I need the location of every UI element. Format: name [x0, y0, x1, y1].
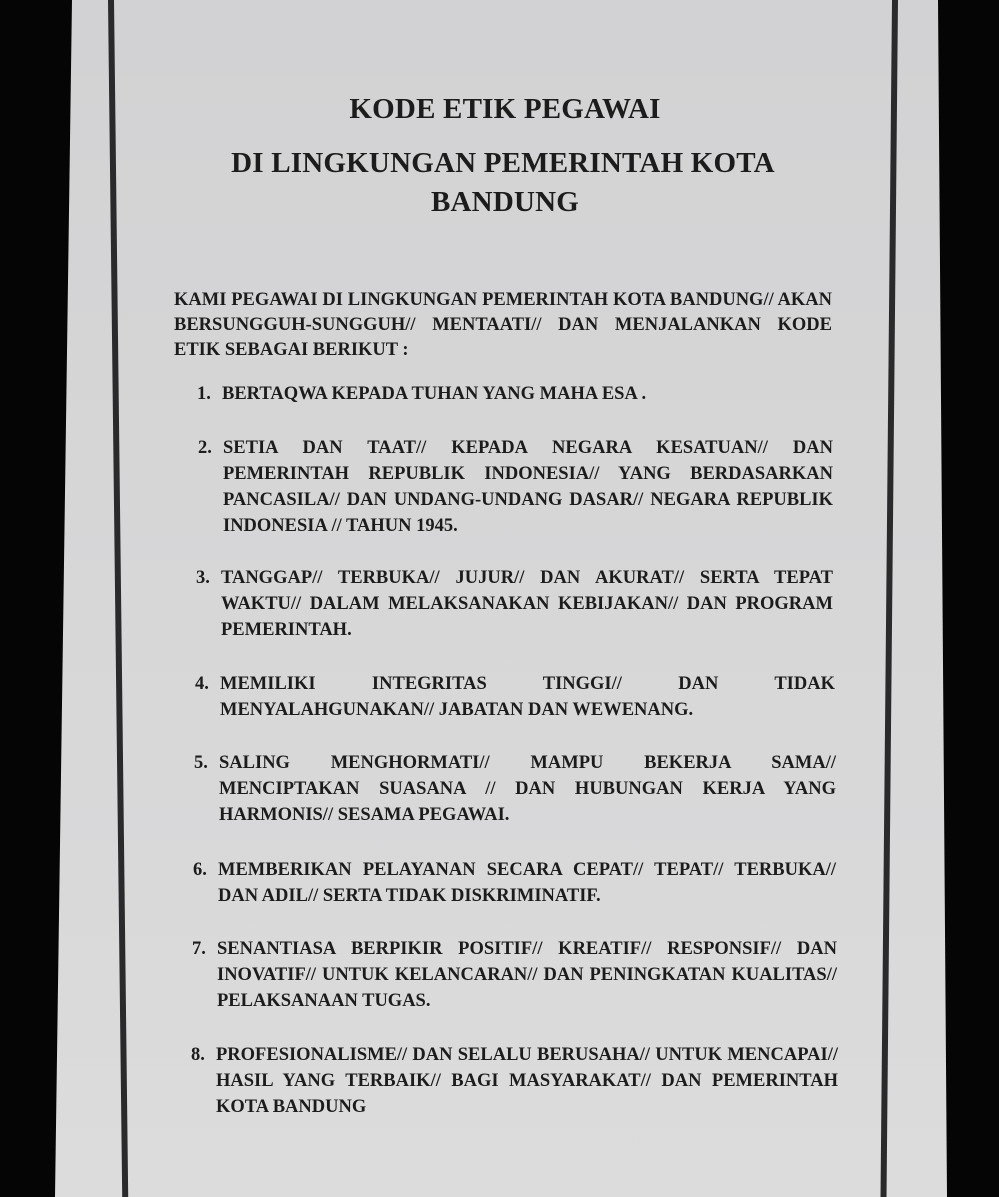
document-subtitle: DI LINGKUNGAN PEMERINTAH KOTA — [231, 147, 775, 179]
document-title: KODE ETIK PEGAWAI — [349, 93, 661, 125]
item-number: 4. — [195, 674, 209, 694]
item-number: 6. — [193, 860, 207, 880]
item-number: 3. — [196, 568, 210, 588]
item-text: MEMBERIKAN PELAYANAN SECARA CEPAT// TEPAT// TERBUKA// DAN ADIL// SERTA TIDAK DISKRIMINATIF. — [218, 860, 836, 906]
item-text: SETIA DAN TAAT// KEPADA NEGARA KESATUAN// DAN PEMERINTAH REPUBLIK INDONESIA// YANG BERDASARKAN PANCASILA// DAN UNDANG-UNDANG DASAR// NEGARA REPUBLIK INDONESIA // TAHUN 1945. — [223, 438, 833, 536]
item-text: PROFESIONALISME// DAN SELALU BERUSAHA// UNTUK MENCAPAI// HASIL YANG TERBAIK// BAGI MASYARAKAT// DAN PEMERINTAH KOTA BANDUNG — [216, 1045, 838, 1117]
item-number: 2. — [198, 438, 212, 458]
item-number: 5. — [194, 753, 208, 773]
document-subtitle-city: BANDUNG — [430, 186, 579, 218]
item-text: TANGGAP// TERBUKA// JUJUR// DAN AKURAT// SERTA TEPAT WAKTU// DALAM MELAKSANAKAN KEBIJAKAN// DAN PROGRAM PEMERINTAH. — [221, 568, 833, 640]
item-number: 7. — [192, 939, 206, 959]
item-text: SENANTIASA BERPIKIR POSITIF// KREATIF// RESPONSIF// DAN INOVATIF// UNTUK KELANCARAN// DAN PENINGKATAN KUALITAS// PELAKSANAAN TUGAS. — [217, 939, 837, 1011]
item-text: SALING MENGHORMATI// MAMPU BEKERJA SAMA// MENCIPTAKAN SUASANA // DAN HUBUNGAN KERJA YANG HARMONIS// SESAMA PEGAWAI. — [219, 753, 836, 825]
item-number: 8. — [191, 1045, 205, 1065]
item-number: 1. — [197, 384, 211, 404]
item-text: BERTAQWA KEPADA TUHAN YANG MAHA ESA . — [222, 384, 647, 404]
intro-paragraph: KAMI PEGAWAI DI LINGKUNGAN PEMERINTAH KOTA BANDUNG// AKAN BERSUNGGUH-SUNGGUH// MENTAATI// DAN MENJALANKAN KODE ETIK SEBAGAI BERIKUT : — [174, 290, 832, 360]
item-text: MEMILIKI INTEGRITAS TINGGI// DAN TIDAK MENYALAHGUNAKAN// JABATAN DAN WEWENANG. — [220, 674, 835, 720]
